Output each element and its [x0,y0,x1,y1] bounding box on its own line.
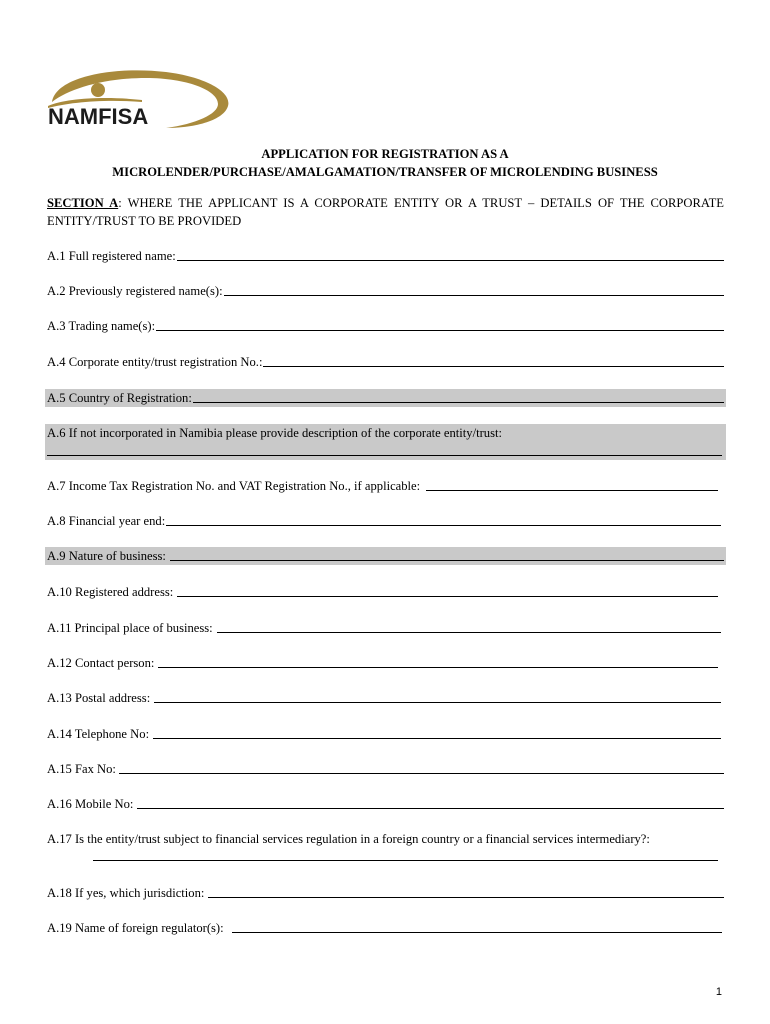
field-a1-full-registered-name[interactable] [45,247,726,265]
field-a15-fax[interactable] [45,760,726,778]
field-label: A.17 Is the entity/trust subject to financial services regulation in a foreign country or a financial services intermediary?: [47,832,650,846]
fill-in-line[interactable] [166,525,721,526]
field-label: A.18 If yes, which jurisdiction: [47,886,205,900]
field-label: A.4 Corporate entity/trust registration No.: [47,355,263,369]
field-label: A.13 Postal address: [47,691,151,705]
field-label: A.9 Nature of business: [47,549,166,563]
fill-in-line[interactable] [426,490,718,491]
fill-in-line[interactable] [156,330,724,331]
field-a3-trading-names[interactable] [45,317,726,335]
fill-in-line[interactable] [93,860,718,861]
section-a-heading [47,194,724,230]
field-a5-country-of-registration[interactable] [45,389,726,407]
fill-in-line[interactable] [217,632,721,633]
section-a-label: SECTION A [47,196,119,210]
fill-in-line[interactable] [154,702,721,703]
page-number: 1 [715,986,722,998]
field-label: A.14 Telephone No: [47,727,150,741]
fill-in-line[interactable] [119,773,724,774]
field-a6-entity-description[interactable] [45,424,726,460]
field-label: A.3 Trading name(s): [47,319,156,333]
fill-in-line[interactable] [158,667,718,668]
fill-in-line[interactable] [177,596,718,597]
field-a2-previous-names[interactable] [45,282,726,300]
fill-in-line[interactable] [232,932,722,933]
field-label: A.16 Mobile No: [47,797,134,811]
field-label: A.1 Full registered name: [47,249,176,263]
field-a13-postal-address[interactable] [45,689,726,707]
fill-in-line[interactable] [193,402,724,403]
title-line-2: MICROLENDER/PURCHASE/AMALGAMATION/TRANSFER OF MICROLENDING BUSINESS [112,165,658,179]
field-a12-contact-person[interactable] [45,654,726,672]
field-a16-mobile[interactable] [45,795,726,813]
fill-in-line[interactable] [47,455,722,456]
field-label: A.7 Income Tax Registration No. and VAT Registration No., if applicable: [47,479,421,493]
field-label: A.15 Fax No: [47,762,116,776]
field-a14-telephone[interactable] [45,725,726,743]
field-a11-principal-place[interactable] [45,619,726,637]
document-title [40,145,730,181]
fill-in-line[interactable] [263,366,724,367]
field-a4-registration-no[interactable] [45,353,726,371]
field-a10-registered-address[interactable] [45,583,726,601]
field-a9-nature-of-business[interactable] [45,547,726,565]
svg-text:NAMFISA: NAMFISA [48,104,149,129]
fill-in-line[interactable] [177,260,724,261]
title-line-1: APPLICATION FOR REGISTRATION AS A [261,147,509,161]
fill-in-line[interactable] [208,897,724,898]
field-label: A.11 Principal place of business: [47,621,213,635]
namfisa-logo [46,66,232,132]
field-a7-tax-vat-registration[interactable] [45,477,726,495]
section-a-text: : WHERE THE APPLICANT IS A CORPORATE ENTITY OR A TRUST – DETAILS OF THE CORPORATE ENTITY/TRUST TO BE PROVIDED [47,196,724,228]
field-label: A.5 Country of Registration: [47,391,192,405]
field-label: A.2 Previously registered name(s): [47,284,223,298]
field-a18-jurisdiction[interactable] [45,884,726,902]
fill-in-line[interactable] [153,738,721,739]
field-a19-foreign-regulator[interactable] [45,919,726,937]
field-a8-financial-year-end[interactable] [45,512,726,530]
fill-in-line[interactable] [137,808,724,809]
field-label: A.10 Registered address: [47,585,174,599]
field-label: A.19 Name of foreign regulator(s): [47,921,224,935]
fill-in-line[interactable] [224,295,724,296]
field-label: A.12 Contact person: [47,656,155,670]
field-label: A.6 If not incorporated in Namibia please provide description of the corporate entity/trust: [47,426,502,440]
field-a17-foreign-regulation[interactable] [45,830,726,870]
fill-in-line[interactable] [170,560,724,561]
field-label: A.8 Financial year end: [47,514,166,528]
